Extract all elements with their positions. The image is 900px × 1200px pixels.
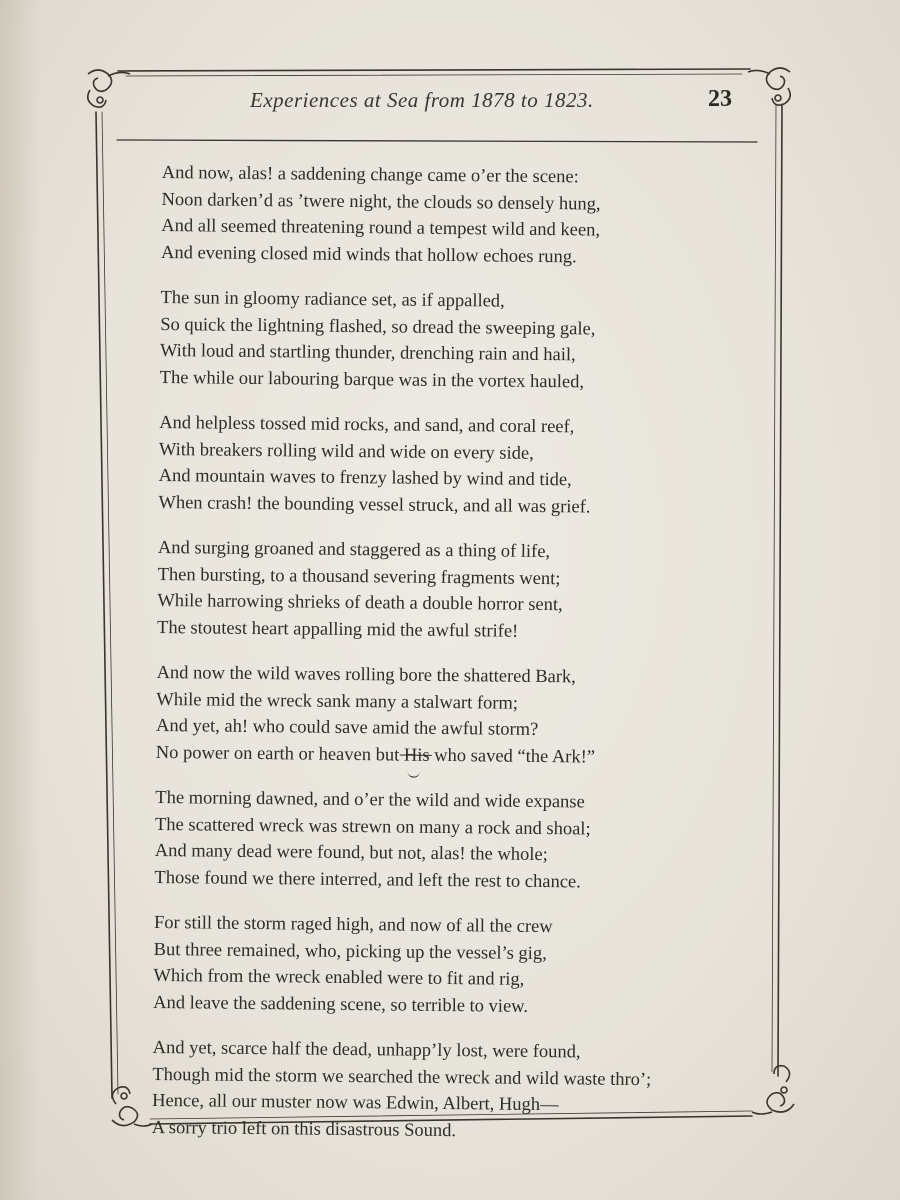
running-header-title: Experiences at Sea from 1878 to 1823. [250, 88, 594, 112]
handwritten-correction-struck-word: His [404, 742, 430, 769]
poem-line: And evening closed mid winds that hollow echoes rung. [160, 242, 577, 267]
corner-ornament-top-right [748, 68, 790, 105]
poem-line: Then bursting, to a thousand severing fragments went; [157, 564, 561, 589]
poem-line: The while our labouring barque was in the vortex hauled, [159, 367, 585, 392]
poem-line: Those found we there interred, and left the rest to chance. [154, 867, 581, 892]
poem-line: While mid the wreck sank many a stalwart form; [156, 689, 519, 714]
poem-line-text: who saved “the Ark!” [429, 745, 596, 768]
poem-line: And now the wild waves rolling bore the shattered Bark, [156, 662, 576, 688]
stanza [158, 410, 779, 522]
poem-line: But three remained, who, picking up the vessel’s gig, [153, 939, 547, 964]
poem-line: And mountain waves to frenzy lashed by wind and tide, [158, 465, 572, 491]
poem-body [152, 160, 782, 1166]
poem-line: Which from the wreck enabled were to fit and rig, [153, 965, 525, 990]
poem-line: So quick the lightning flashed, so dread the sweeping gale, [160, 314, 596, 340]
poem-line [156, 739, 776, 772]
poem-line: The morning dawned, and o’er the wild and wide expanse [155, 787, 585, 813]
poem-line: And leave the saddening scene, so terrible to view. [153, 992, 529, 1017]
poem-line: When crash! the bounding vessel struck, and all was grief. [158, 492, 591, 518]
poem-line: With loud and startling thunder, drenching rain and hail, [159, 340, 576, 366]
stanza [156, 660, 777, 772]
header-rule [117, 140, 757, 142]
poem-line: And surging groaned and staggered as a thing of life, [157, 537, 551, 563]
stanza [157, 535, 778, 647]
stanza [153, 910, 774, 1022]
poem-line: Hence, all our muster now was Edwin, Albert, Hugh— [152, 1090, 559, 1116]
corner-ornament-top-left [88, 70, 130, 107]
stanza [161, 160, 782, 272]
stanza [160, 285, 781, 397]
poem-line: And now, alas! a saddening change came o’er the scene: [161, 162, 579, 188]
poem-line-text: No power on earth or heaven but [155, 742, 405, 766]
poem-line: For still the storm raged high, and now of all the crew [153, 912, 553, 938]
poem-line: With breakers rolling wild and wide on every side, [158, 439, 534, 464]
poem-line: Though mid the storm we searched the wreck and wild waste thro’; [152, 1064, 652, 1090]
frame-top-line [118, 69, 750, 71]
frame-left-line [96, 112, 112, 1098]
poem-line: The stoutest heart appalling mid the awful strife! [156, 617, 519, 642]
poem-line: Noon darken’d as ’twere night, the clouds so densely hung, [161, 189, 601, 215]
page-number: 23 [708, 86, 732, 112]
poem-line: While harrowing shrieks of death a double horror sent, [157, 590, 563, 616]
poem-line: A sorry trio left on this disastrous Sound. [151, 1117, 457, 1141]
poem-line: And yet, ah! who could save amid the awful storm? [155, 715, 539, 740]
poem-line: The sun in gloomy radiance set, as if appalled, [160, 287, 505, 312]
poem-line: The scattered wreck was strewn on many a rock and shoal; [154, 814, 591, 840]
poem-line: And yet, scarce half the dead, unhapp’ly lost, were found, [152, 1037, 581, 1063]
poem-line: And all seemed threatening round a tempest wild and keen, [161, 215, 601, 241]
poem-line: And helpless tossed mid rocks, and sand, and coral reef, [159, 412, 575, 438]
stanza [152, 1035, 773, 1147]
poem-line: And many dead were found, but not, alas! the whole; [154, 840, 548, 866]
stanza [154, 785, 775, 897]
